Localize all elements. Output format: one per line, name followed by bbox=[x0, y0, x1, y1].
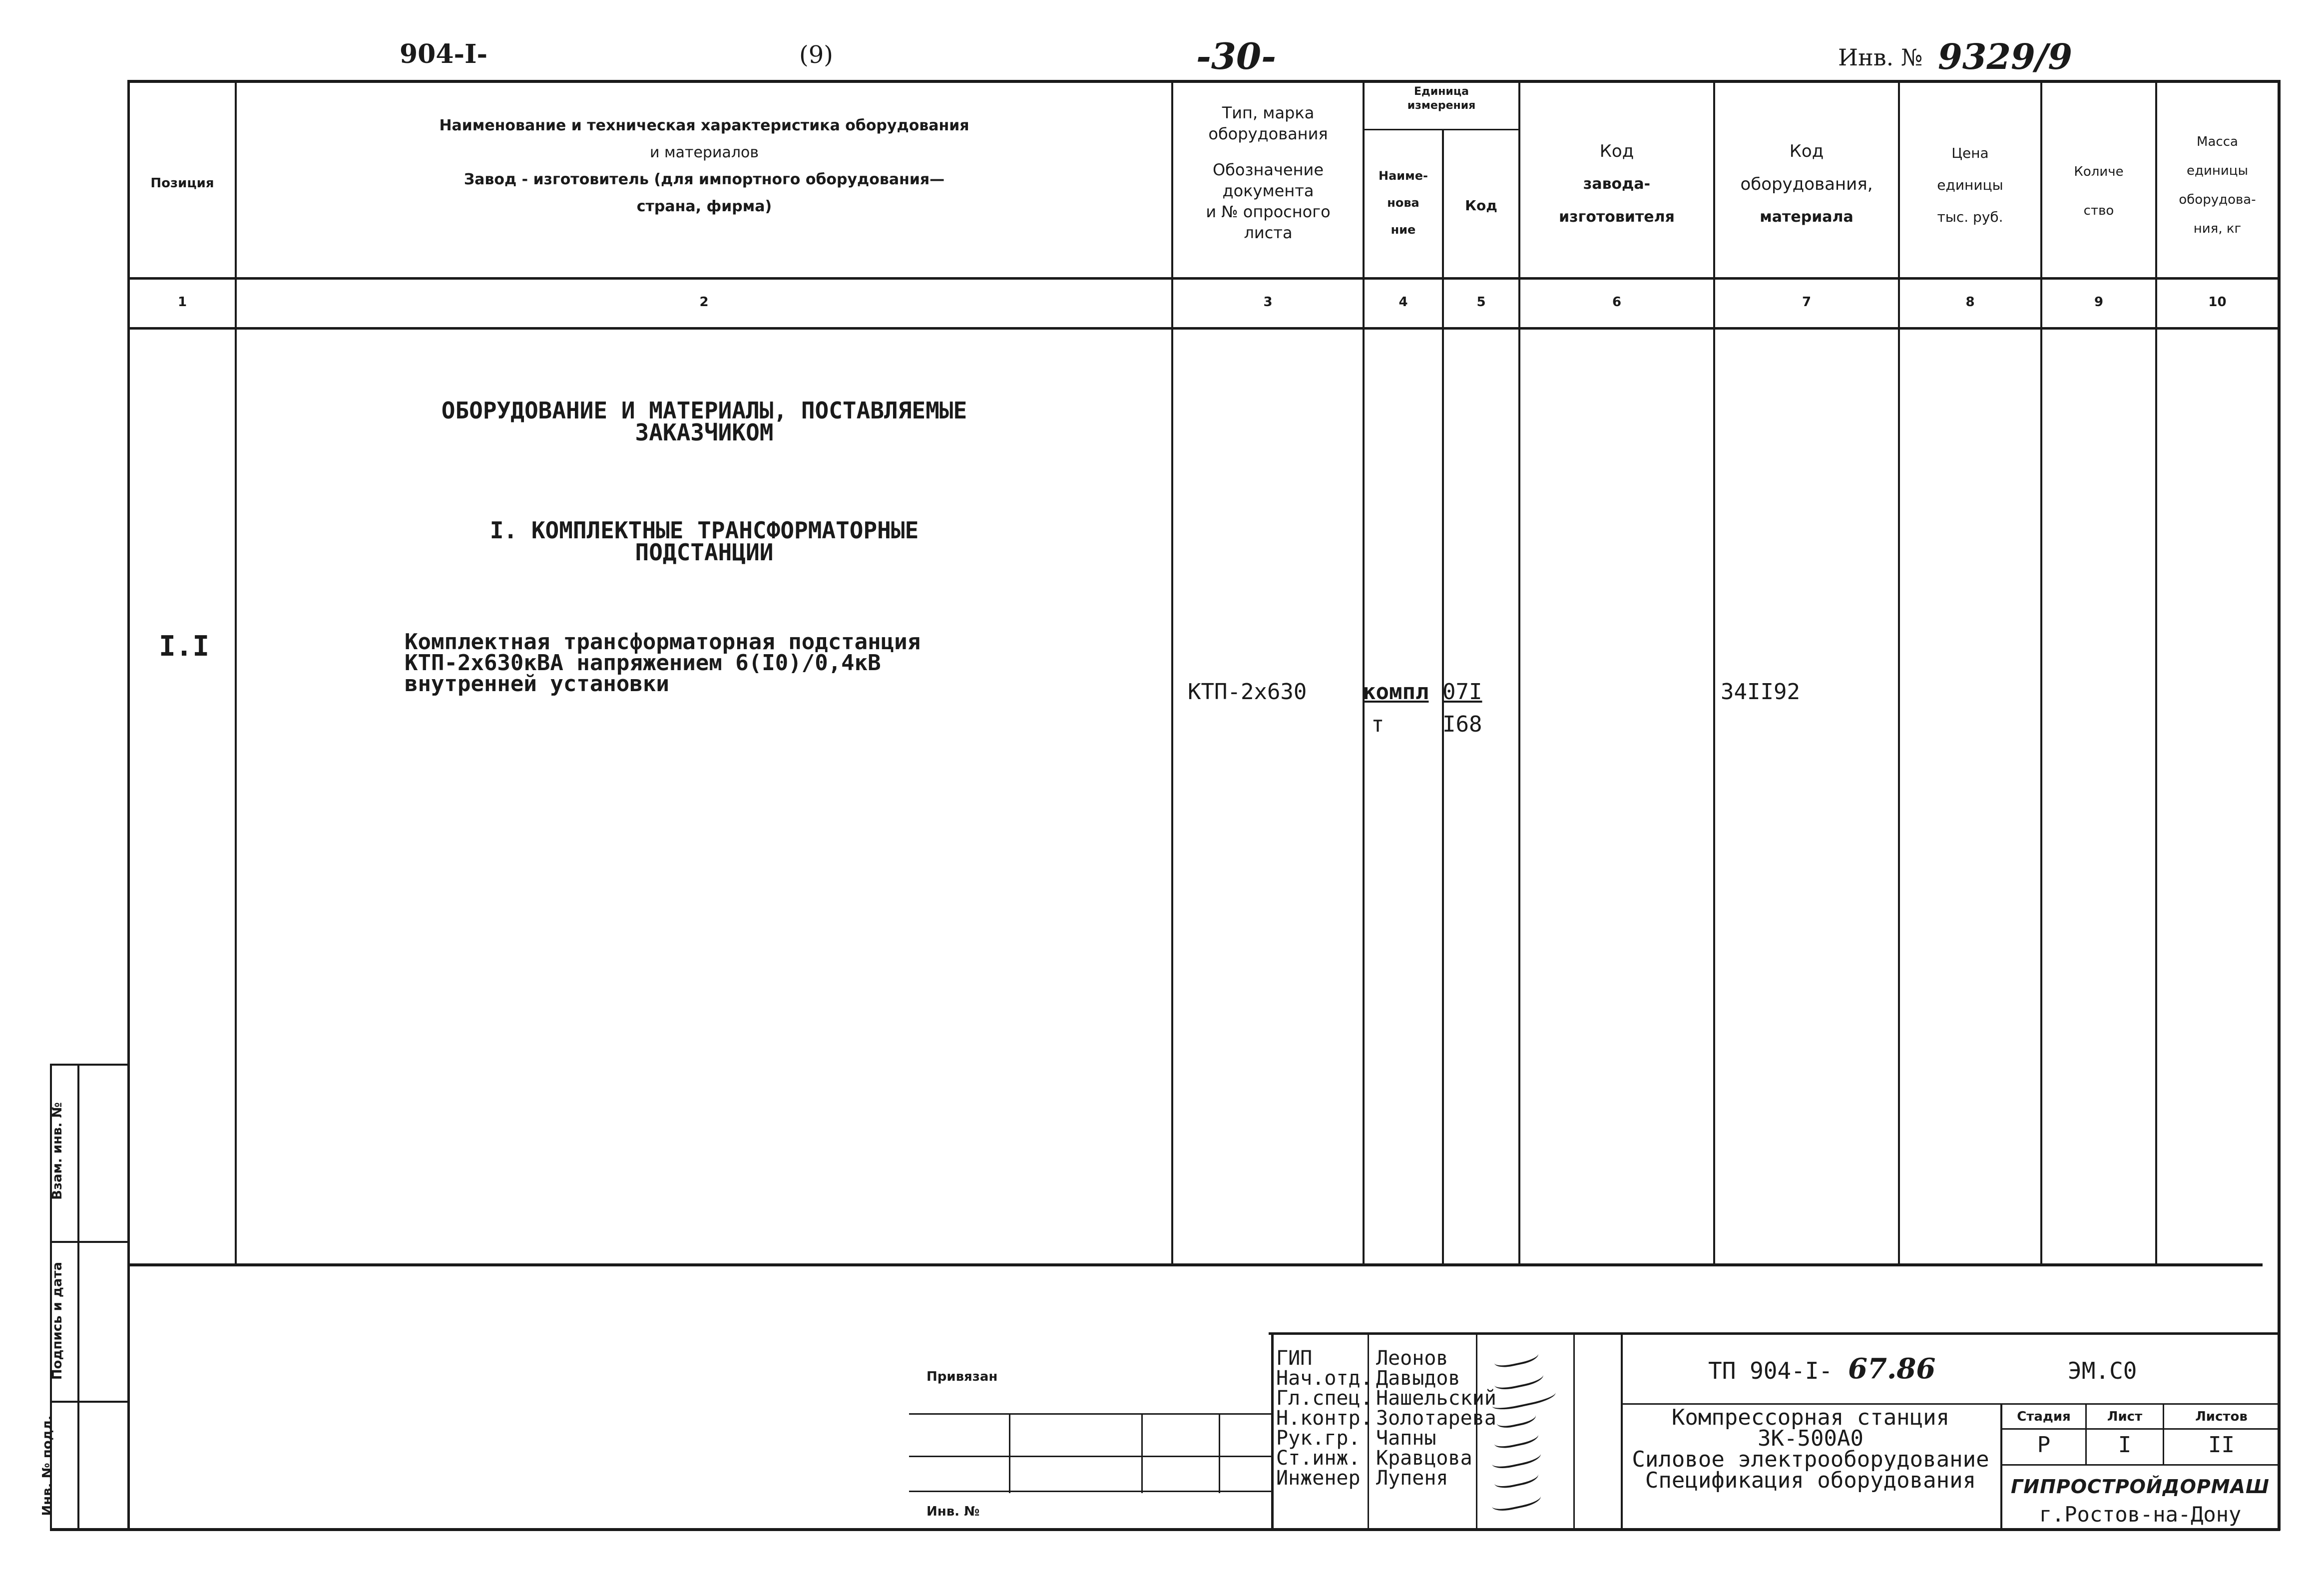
col-number-7: 7 bbox=[1802, 295, 1812, 310]
col-sep-6 bbox=[1713, 80, 1715, 1266]
header-description bbox=[240, 112, 1169, 220]
header-quantity-line1: Количе bbox=[2074, 164, 2124, 179]
numbers-bottom-border bbox=[127, 327, 2280, 330]
binding-row-2 bbox=[909, 1456, 1271, 1457]
header-type-line4: документа bbox=[1222, 181, 1314, 200]
col-number-5: 5 bbox=[1476, 295, 1486, 310]
sign-names bbox=[1376, 1348, 1496, 1488]
header-unit-code: Код bbox=[1465, 197, 1497, 214]
margin-box-top bbox=[50, 1064, 130, 1066]
role-nach-otd: Нач.отд. bbox=[1276, 1367, 1373, 1390]
info-col-left bbox=[2000, 1403, 2002, 1531]
subsection-title bbox=[350, 517, 1059, 566]
row-type: КТП-2х630 bbox=[1188, 679, 1307, 705]
role-gl-spec: Гл.спец. bbox=[1276, 1387, 1373, 1410]
section-title bbox=[350, 397, 1059, 446]
role-ruk-gr: Рук.гр. bbox=[1276, 1427, 1361, 1450]
header-quantity bbox=[2042, 152, 2155, 230]
header-unit-name-line3: ние bbox=[1391, 223, 1416, 237]
header-factory-code-line3: изготовителя bbox=[1559, 208, 1675, 226]
stamp-inv-number: Инв. № bbox=[927, 1504, 980, 1519]
header-type-line6: листа bbox=[1244, 223, 1293, 242]
binding-col-3 bbox=[1219, 1413, 1220, 1493]
inventory-number: 9329/9 bbox=[1938, 36, 2073, 77]
sheets-value: II bbox=[2208, 1432, 2235, 1458]
stamp-privyazan: Привязан bbox=[927, 1369, 998, 1384]
header-description-line4: страна, фирма) bbox=[636, 198, 772, 215]
subsection-title-line1: I. КОМПЛЕКТНЫЕ ТРАНСФОРМАТОРНЫЕ bbox=[489, 517, 919, 544]
section-title-line1: ОБОРУДОВАНИЕ И МАТЕРИАЛЫ, ПОСТАВЛЯЕМЫЕ bbox=[441, 397, 967, 424]
inventory-label: Инв. № bbox=[1838, 44, 1923, 71]
row-unit-line1: компл bbox=[1363, 679, 1429, 705]
table-right-border bbox=[2278, 80, 2281, 1531]
body-bottom-border bbox=[130, 1263, 2263, 1266]
sign-table-left bbox=[1271, 1332, 1274, 1530]
col-number-8: 8 bbox=[1965, 295, 1975, 310]
header-price-line2: единицы bbox=[1937, 177, 2003, 193]
header-unit-name-line1: Наиме- bbox=[1379, 169, 1428, 183]
stage-value: Р bbox=[2037, 1432, 2051, 1458]
header-mass-line2: единицы bbox=[2187, 163, 2248, 178]
section-title-line2: ЗАКАЗЧИКОМ bbox=[635, 419, 774, 446]
doc-title-line1: Компрессорная станция bbox=[1671, 1405, 1950, 1430]
header-type-line1: Тип, марка bbox=[1222, 103, 1315, 122]
row-description-line1: Комплектная трансформаторная подстанция bbox=[405, 629, 921, 655]
subsection-title-line2: ПОДСТАНЦИИ bbox=[635, 539, 774, 566]
header-bottom-border bbox=[127, 277, 2280, 280]
col-number-4: 4 bbox=[1398, 295, 1408, 310]
role-gip: ГИП bbox=[1276, 1347, 1313, 1370]
col-sep-2 bbox=[1171, 80, 1173, 1266]
page-number: -30- bbox=[1196, 35, 1276, 77]
info-row-1 bbox=[2000, 1428, 2280, 1430]
sign-col-date-end bbox=[1621, 1332, 1623, 1530]
info-row-2 bbox=[2000, 1464, 2280, 1466]
margin-replaced-inv: Взам. инв. № bbox=[50, 1102, 65, 1200]
header-price-line3: тыс. руб. bbox=[1937, 209, 2003, 225]
role-n-kontr: Н.контр. bbox=[1276, 1407, 1373, 1430]
doc-title bbox=[1623, 1407, 1998, 1491]
header-unit bbox=[1365, 85, 1518, 113]
binding-col-1 bbox=[1009, 1413, 1010, 1493]
header-price bbox=[1900, 137, 2040, 233]
row-code-line1: 07I bbox=[1442, 679, 1482, 705]
col-sep-3 bbox=[1363, 80, 1365, 1266]
stamp-top-border bbox=[1269, 1332, 2280, 1335]
series-code: 904-I- bbox=[400, 39, 488, 69]
col-number-9: 9 bbox=[2094, 295, 2104, 310]
header-equipment-code-line2: оборудования, bbox=[1740, 174, 1873, 194]
stage-label: Стадия bbox=[2017, 1409, 2071, 1424]
doc-mark: ЭМ.С0 bbox=[2068, 1357, 2137, 1384]
doc-title-line4: Спецификация оборудования bbox=[1645, 1468, 1976, 1493]
header-type-line2: оборудования bbox=[1208, 124, 1328, 143]
name-zolotareva: Золотарева bbox=[1376, 1407, 1496, 1430]
header-mass bbox=[2157, 127, 2278, 243]
unit-subheader-border bbox=[1363, 129, 1518, 130]
header-type-line3: Обозначение bbox=[1212, 160, 1324, 179]
header-unit-line2: измерения bbox=[1407, 99, 1476, 112]
header-unit-line1: Единица bbox=[1414, 85, 1469, 98]
signature-8 bbox=[1489, 1486, 1542, 1514]
table-top-border bbox=[127, 80, 2280, 83]
info-col-stage bbox=[2085, 1403, 2087, 1466]
header-equipment-code-line3: материала bbox=[1760, 208, 1854, 226]
binding-row-1 bbox=[909, 1413, 1271, 1415]
header-unit-name bbox=[1365, 162, 1442, 243]
sheet-number: (9) bbox=[799, 41, 833, 69]
row-equipment-code: 34II92 bbox=[1721, 679, 1800, 705]
col-sep-5 bbox=[1518, 80, 1520, 1266]
info-col-sheet bbox=[2163, 1403, 2164, 1466]
sheets-label: Листов bbox=[2195, 1409, 2248, 1424]
header-factory-code-line2: завода- bbox=[1583, 175, 1651, 193]
org-city: г.Ростов-на-Дону bbox=[2039, 1502, 2242, 1527]
margin-box-right bbox=[77, 1064, 79, 1531]
header-factory-code bbox=[1520, 135, 1713, 234]
role-st-inzh: Ст.инж. bbox=[1276, 1447, 1361, 1470]
header-quantity-line2: ство bbox=[2083, 203, 2114, 218]
col-number-1: 1 bbox=[177, 295, 187, 310]
header-mass-line3: оборудова- bbox=[2179, 192, 2256, 207]
header-description-line1: Наименование и техническая характеристика оборудования bbox=[439, 117, 969, 134]
col-sep-1 bbox=[235, 80, 237, 1266]
org-name: ГИПРОСТРОЙДОРМАШ bbox=[2011, 1476, 2270, 1498]
header-description-line3: Завод - изготовитель (для импортного оборудования— bbox=[464, 171, 945, 188]
header-unit-name-line2: нова bbox=[1387, 196, 1419, 210]
header-mass-line4: ния, кг bbox=[2193, 221, 2242, 236]
margin-sep-2 bbox=[50, 1401, 130, 1403]
page-bottom-border bbox=[50, 1528, 2280, 1531]
header-price-line1: Цена bbox=[1951, 145, 1989, 161]
col-sep-8 bbox=[2040, 80, 2042, 1266]
col-number-6: 6 bbox=[1612, 295, 1622, 310]
col-number-3: 3 bbox=[1263, 295, 1273, 310]
sign-roles bbox=[1276, 1348, 1373, 1488]
name-nashelsky: Нашельский bbox=[1376, 1387, 1496, 1410]
name-lupenya: Лупеня bbox=[1376, 1467, 1448, 1490]
binding-col-2 bbox=[1141, 1413, 1143, 1493]
header-type-line5: и № опросного bbox=[1206, 202, 1331, 221]
sheet-value: I bbox=[2118, 1432, 2132, 1458]
role-inzhener: Инженер bbox=[1276, 1467, 1361, 1490]
header-description-line2: и материалов bbox=[649, 144, 759, 161]
row-unit-line2: т bbox=[1371, 712, 1385, 737]
signature-1 bbox=[1492, 1344, 1539, 1370]
signature-6 bbox=[1489, 1443, 1542, 1471]
col-number-10: 10 bbox=[2208, 295, 2227, 310]
header-equipment-code bbox=[1715, 135, 1898, 234]
row-description bbox=[405, 629, 921, 697]
col-sep-9 bbox=[2155, 80, 2157, 1266]
margin-original-inv: Инв. № подл. bbox=[40, 1415, 55, 1516]
sheet-label: Лист bbox=[2107, 1409, 2143, 1424]
doc-code-handwritten: 67.86 bbox=[1848, 1352, 1936, 1385]
name-leonov: Леонов bbox=[1376, 1347, 1448, 1370]
name-kravtsova: Кравцова bbox=[1376, 1447, 1472, 1470]
row-code-line2: I68 bbox=[1442, 712, 1482, 737]
col-number-2: 2 bbox=[699, 295, 709, 310]
row-description-line2: КТП-2х630кВА напряжением 6(I0)/0,4кВ bbox=[405, 650, 881, 676]
name-davydov: Давыдов bbox=[1376, 1367, 1460, 1390]
header-position: Позиция bbox=[150, 176, 214, 191]
sign-col-sign-end bbox=[1573, 1332, 1575, 1530]
doc-title-line2: ЗК-500А0 bbox=[1758, 1426, 1863, 1451]
row-description-line3: внутренней установки bbox=[405, 671, 669, 697]
row-position: I.I bbox=[159, 630, 210, 663]
header-equipment-code-line1: Код bbox=[1789, 141, 1824, 161]
doc-code-prefix: ТП 904-I- bbox=[1708, 1357, 1833, 1384]
header-factory-code-line1: Код bbox=[1599, 141, 1634, 161]
header-mass-line1: Масса bbox=[2197, 134, 2238, 149]
col-sep-7 bbox=[1898, 80, 1900, 1266]
binding-row-3 bbox=[909, 1491, 1271, 1492]
margin-signature-date: Подпись и дата bbox=[50, 1261, 65, 1380]
name-chapny: Чапны bbox=[1376, 1427, 1436, 1450]
doc-title-line3: Силовое электрооборудование bbox=[1632, 1447, 1989, 1472]
header-type bbox=[1174, 102, 1363, 243]
